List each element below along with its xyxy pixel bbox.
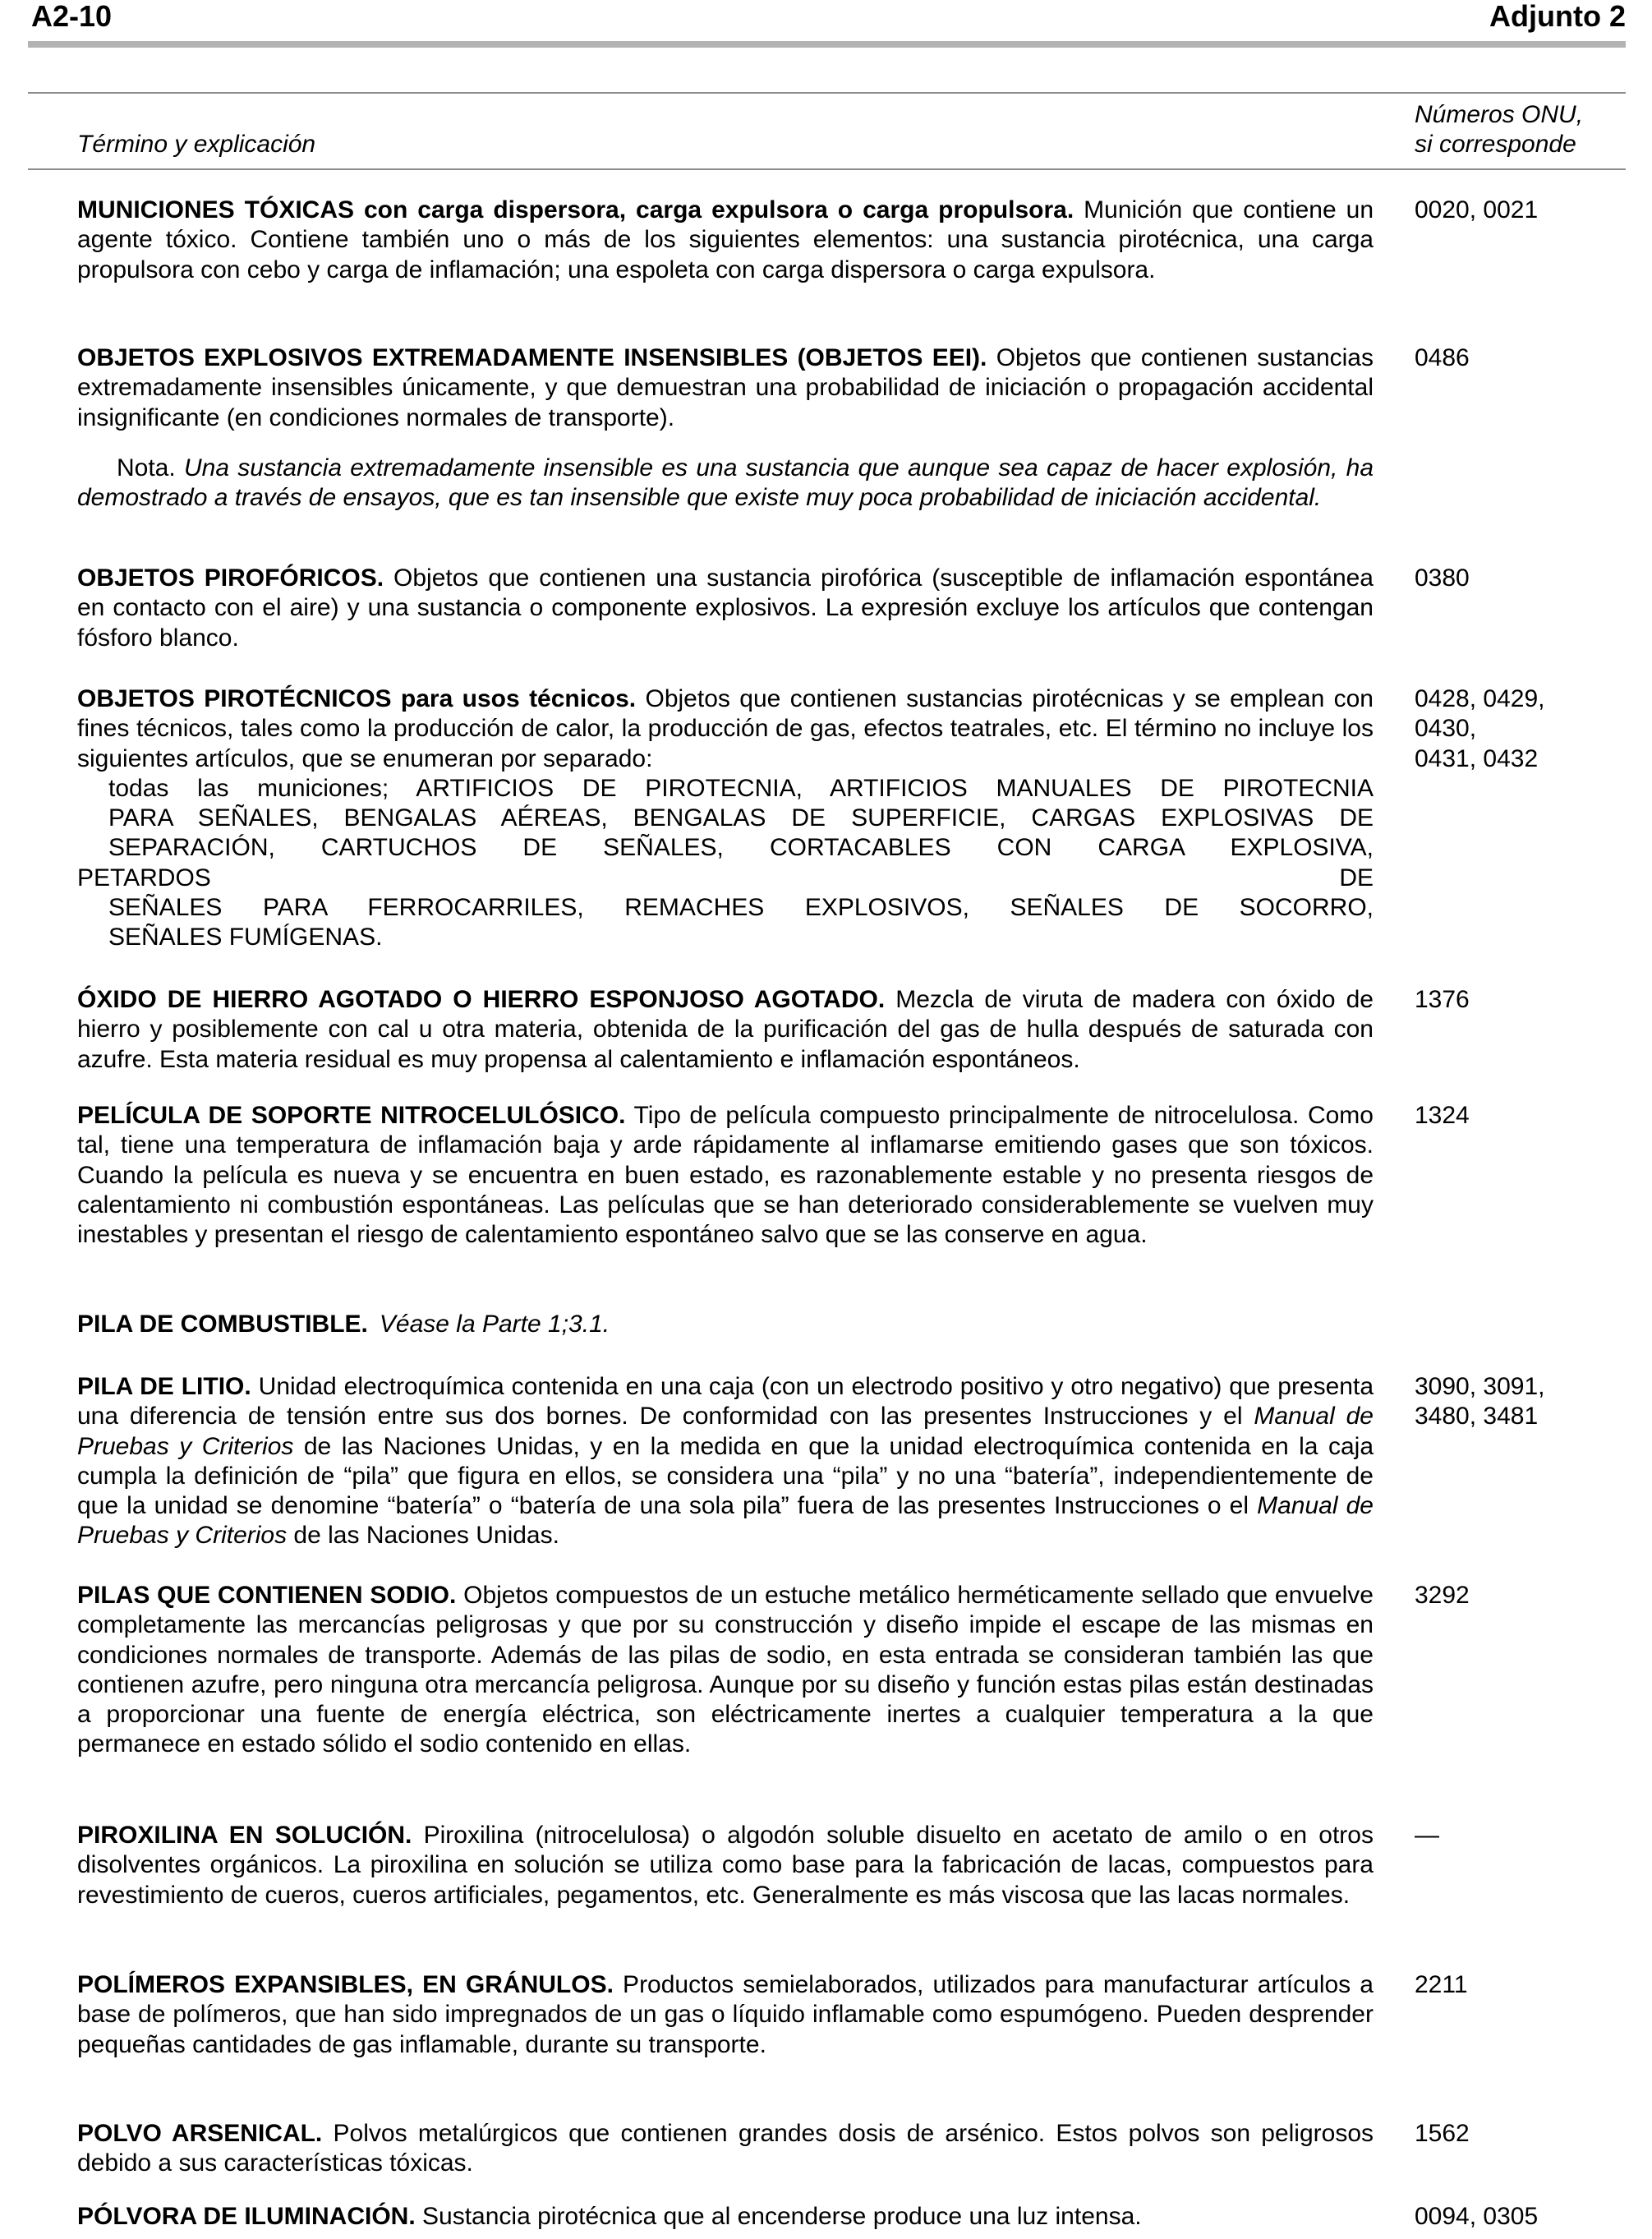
entry-term: OBJETOS PIROFÓRICOS. [77, 564, 384, 592]
entry-municiones-toxicas [77, 196, 1374, 285]
entry-term: POLÍMEROS EXPANSIBLES, EN GRÁNULOS. [77, 1971, 614, 1998]
note-text: Una sustancia extremadamente insensible es una sustancia que aunque sea capaz de hacer explosión, ha demostrado a través de ensayos, que es tan insensible que existe muy poca probabilidad de iniciación accidental. [77, 454, 1374, 512]
un-line: 3480, 3481 [1415, 1403, 1539, 1430]
entry-cross-reference: Véase la Parte 1;3.1. [379, 1311, 610, 1338]
entry-un-numbers: — [1415, 1822, 1439, 1849]
entry-term: MUNICIONES TÓXICAS con carga dispersora, carga expulsora o carga propulsora. [77, 196, 1074, 223]
entry-description: Munición que contiene un agente tóxico. Contiene también uno o más de los siguientes elementos: una sustancia pirotécnica, una carga propulsora con cebo y carga de inflamación; una espoleta con carga dispersora o carga expulsora. [77, 196, 1374, 283]
excluded-list-break-line [77, 864, 1374, 893]
entry-description: de las Naciones Unidas, y en la medida en que la unidad electroquímica contenida en la caja cumpla la definición de “pila” que figura en ellos, se considera una “pila” y no una “batería”, independientemente de que la unidad se denomine “batería” o “batería de una sola pila” fuera de las presentes Instrucciones o el [77, 1432, 1374, 1520]
excluded-list-word: DE [1339, 864, 1374, 891]
column-header-un-line2: si corresponde [1415, 131, 1576, 158]
page-header [28, 0, 1626, 43]
entry-term: PÓLVORA DE ILUMINACIÓN. [77, 2203, 416, 2230]
entry-term: OBJETOS PIROTÉCNICOS para usos técnicos. [77, 685, 637, 712]
entry-objetos-piroforicos [77, 564, 1374, 653]
entry-description: Unidad electroquímica contenida en una caja (con un electrodo positivo y otro negativo) que presenta una diferencia de tensión entre sus dos bornes. De conformidad con las presentes Instrucciones y el [77, 1373, 1374, 1430]
entry-term: ÓXIDO DE HIERRO AGOTADO O HIERRO ESPONJOSO AGOTADO. [77, 986, 886, 1013]
entry-term: PILA DE LITIO. [77, 1373, 251, 1400]
entry-pelicula-nitrocelulosa [77, 1101, 1374, 1250]
excluded-list-line: PARA SEÑALES, BENGALAS AÉREAS, BENGALAS DE SUPERFICIE, CARGAS EXPLOSIVAS DE [108, 804, 1374, 832]
column-header-term: Término y explicación [77, 131, 316, 158]
entry-description: Sustancia pirotécnica que al encenderse produce una luz intensa. [415, 2203, 1142, 2230]
un-line: 0428, 0429, 0430, [1415, 685, 1545, 743]
entry-pila-de-combustible [77, 1310, 1374, 1339]
entry-description: Tipo de película compuesto principalmente de nitrocelulosa. Como tal, tiene una temperatura de inflamación baja y arde rápidamente al inflamarse emitiendo gases que son tóxicos. Cuando la película es nueva y se encuentra en buen estado, es razonablemente estable y no presenta riesgos de calentamiento ni combustión espontáneas. Las películas que se han deteriorado considerablemente se vuelven muy inestables y presentan el riesgo de calentamiento espontáneo salvo que se las conserve en agua. [77, 1102, 1374, 1249]
entry-polvo-arsenical [77, 2119, 1374, 2179]
excluded-list-line: SEPARACIÓN, CARTUCHOS DE SEÑALES, CORTACABLES CON CARGA EXPLOSIVA, [108, 834, 1374, 862]
table-header-rule [28, 168, 1626, 170]
note-label: Nota. [117, 454, 176, 481]
entry-description: Productos semielaborados, utilizados para manufacturar artículos a base de polímeros, que han sido impregnados de un gas o líquido inflamable como espumógeno. Pueden desprender pequeñas cantidades de gas inflamable, durante su transporte. [77, 1971, 1374, 2058]
entry-pila-de-litio [77, 1372, 1374, 1551]
entry-description: Objetos que contienen una sustancia pirofórica (susceptible de inflamación espontánea en contacto con el aire) y una sustancia o componente explosivos. La expresión excluye los artículos que contengan fósforo blanco. [77, 564, 1374, 652]
entry-term: PIROXILINA EN SOLUCIÓN. [77, 1822, 412, 1849]
entry-un-numbers: 0486 [1415, 344, 1470, 371]
entry-un-numbers [1415, 684, 1612, 774]
entry-description: Polvos metalúrgicos que contienen grandes dosis de arsénico. Estos polvos son peligrosos debido a sus características tóxicas. [77, 2120, 1374, 2177]
entry-description: Objetos compuestos de un estuche metálico herméticamente sellado que envuelve completamente las mercancías peligrosas y que por su construcción y diseño impide el escape de las mismas en condiciones normales de transporte. Además de las pilas de sodio, en esta entrada se consideran también las que contienen azufre, pero ninguna otra mercancía peligrosa. Aunque por su diseño y función estas pilas están destinadas a proporcionar una fuente de energía eléctrica, son eléctricamente inertes a cualquier temperatura a la que permanece en estado sólido el sodio contenido en ellas. [77, 1582, 1374, 1758]
entry-description: Objetos que contienen sustancias extremadamente insensibles únicamente, y que demuestran una probabilidad de iniciación o propagación accidental insignificante (en condiciones normales de transporte). [77, 344, 1374, 431]
entry-piroxilina [77, 1821, 1374, 1910]
entry-term: POLVO ARSENICAL. [77, 2120, 323, 2147]
entry-description: Mezcla de viruta de madera con óxido de hierro y posiblemente con cal u otra materia, obtenida de la purificación del gas de hulla después de saturada con azufre. Esta materia residual es muy propensa al calentamiento e inflamación espontáneos. [77, 986, 1374, 1073]
entry-description: Objetos que contienen sustancias pirotécnicas y se emplean con fines técnicos, tales como la producción de calor, la producción de gas, efectos teatrales, etc. El término no incluye los siguientes artículos, que se enumeran por separado: [77, 685, 1374, 772]
entry-un-numbers: 0094, 0305 [1415, 2203, 1539, 2230]
excluded-list-word: PETARDOS [77, 864, 211, 891]
un-line: 0431, 0432 [1415, 744, 1539, 772]
attachment-label: Adjunto 2 [1489, 0, 1626, 33]
entry-un-numbers [1415, 1372, 1612, 1432]
table-top-rule [28, 92, 1626, 94]
entry-un-numbers: 1376 [1415, 986, 1470, 1013]
excluded-list-line: SEÑALES FUMÍGENAS. [108, 924, 383, 951]
header-rule [28, 41, 1626, 48]
entry-objetos-eei [77, 343, 1374, 433]
entry-polimeros-expansibles [77, 1970, 1374, 2060]
entry-un-numbers: 2211 [1415, 1971, 1468, 1998]
entry-un-numbers: 3292 [1415, 1582, 1470, 1609]
entry-term: PILAS QUE CONTIENEN SODIO. [77, 1582, 457, 1609]
entry-un-numbers: 0020, 0021 [1415, 196, 1539, 223]
un-line: 3090, 3091, [1415, 1373, 1545, 1400]
excluded-list-line: SEÑALES PARA FERROCARRILES, REMACHES EXPLOSIVOS, SEÑALES DE SOCORRO, [108, 894, 1374, 922]
entry-pilas-sodio [77, 1581, 1374, 1760]
column-header-un [1415, 100, 1583, 159]
manual-title: Manual de Pruebas y Criterios [77, 1403, 1374, 1460]
entry-un-numbers: 1324 [1415, 1102, 1470, 1129]
entry-description: Piroxilina (nitrocelulosa) o algodón soluble disuelto en acetato de amilo o en otros disolventes orgánicos. La piroxilina en solución se utiliza como base para la fabricación de lacas, compuestos para revestimiento de cueros, cueros artificiales, pegamentos, etc. Generalmente es más viscosa que las lacas normales. [77, 1822, 1374, 1909]
manual-title: Manual de Pruebas y Criterios [77, 1492, 1374, 1550]
excluded-list-line: todas las municiones; ARTIFICIOS DE PIROTECNIA, ARTIFICIOS MANUALES DE PIROTECNIA [108, 774, 1374, 802]
entry-term: PELÍCULA DE SOPORTE NITROCELULÓSICO. [77, 1102, 626, 1129]
column-header-un-line1: Números ONU, [1415, 101, 1584, 128]
entry-oxido-de-hierro [77, 985, 1374, 1075]
entry-term: PILA DE COMBUSTIBLE. [77, 1311, 368, 1338]
page-number: A2-10 [31, 0, 113, 33]
entry-un-numbers: 0380 [1415, 564, 1470, 592]
entry-note [77, 454, 1374, 514]
entry-un-numbers: 1562 [1415, 2120, 1470, 2147]
entry-polvora-iluminacion [77, 2202, 1374, 2232]
entry-term: OBJETOS EXPLOSIVOS EXTREMADAMENTE INSENSIBLES (OBJETOS EEI). [77, 344, 987, 371]
entry-objetos-pirotecnicos [77, 684, 1374, 953]
entry-description: de las Naciones Unidas. [287, 1522, 559, 1550]
